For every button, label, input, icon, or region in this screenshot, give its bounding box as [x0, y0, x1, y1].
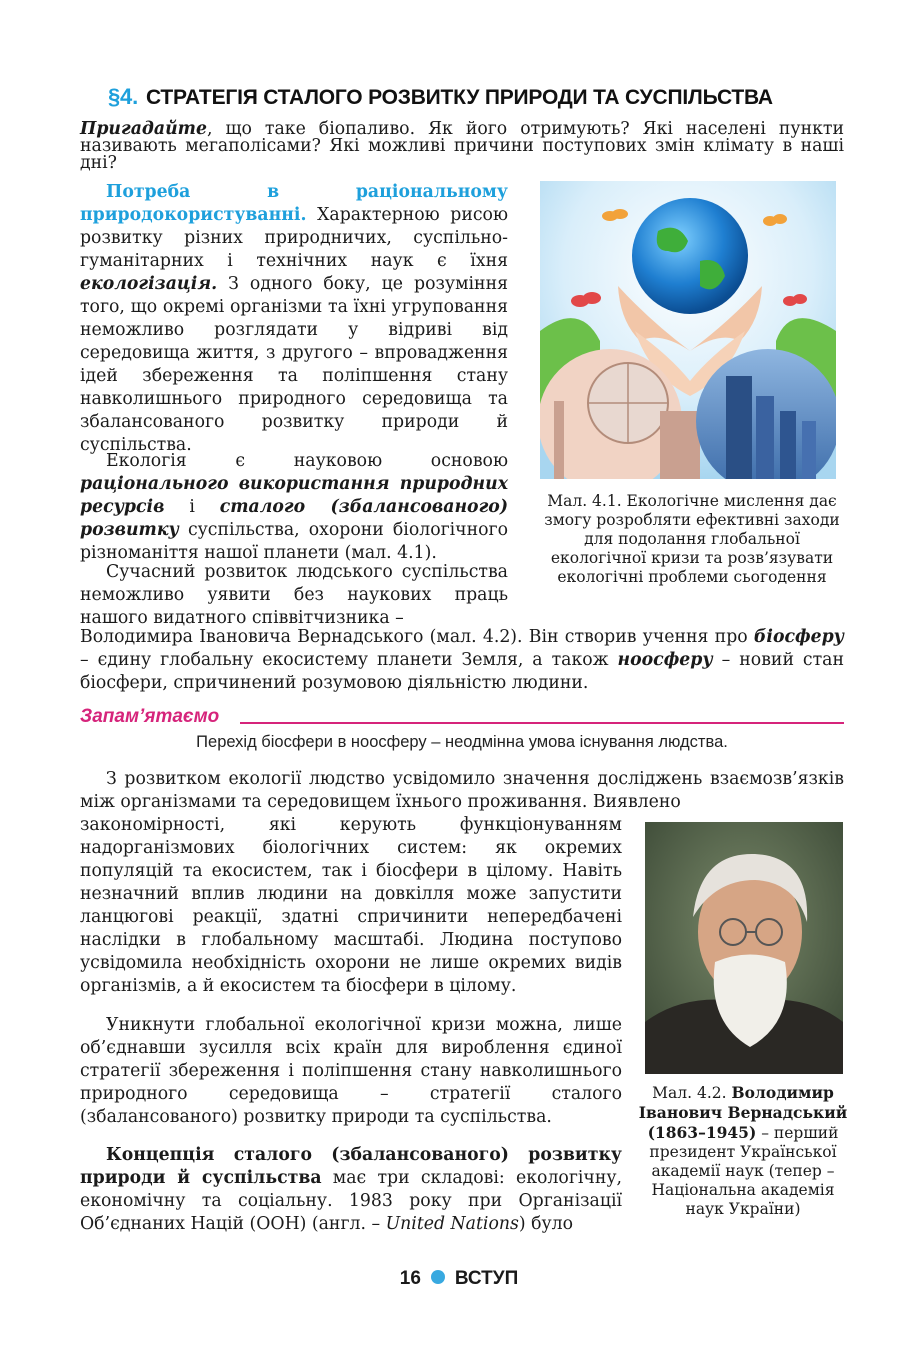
figure-2-caption [636, 1083, 850, 1219]
figure-1-caption: Мал. 4.1. Екологічне мислення дає змогу розробляти ефективні заходи для подолання глобальної екологічної кризи та розв’язувати екологічні проблеми сьогодення [544, 492, 840, 586]
page-footer [0, 1268, 918, 1290]
subheading: Потреба в раціональному природокористуванні. [80, 182, 508, 225]
paragraph-2 [80, 450, 508, 565]
p4-text-b: закономірності, які керують функціонуванням надорганізмових біологічних систем: як окремих популяцій та екосистем, так і біосфери в цілому. Навіть незначний вплив людини на довкілля може запустити ланцюгові реакції, здатні спричинити непередбачені наслідки в глобальному масштабі. Людина поступово усвідомила необхідність охорони не лише окремих видів організмів, а й екосистем та біосфери в цілому. [80, 815, 622, 996]
figure-2-label: Мал. 4.2. [652, 1084, 732, 1102]
p1-term: екологізація. [80, 274, 218, 294]
ecology-illustration-image [540, 181, 836, 479]
p3-text-b: Володимира Івановича Вернадського (мал. 4.2). Він створив учення про [80, 627, 754, 647]
paragraph-3-start [80, 561, 508, 630]
p3-term-2: ноосферу [617, 650, 713, 670]
p3-text-c: – єдину глобальну екосистему планети Земля, а також [80, 650, 618, 670]
p1-text-b: З одного боку, це розуміння того, що окремі організми та їхні угруповання неможливо розглядати у відриві від середовища життя, з другого – впровадження ідей збереження та поліпшення стану навколишнього природного середовища та збалансованого розвитку природи й суспільства. [80, 274, 508, 455]
paragraph-4-start [80, 768, 844, 814]
p6-english-term: United Nations [385, 1214, 519, 1234]
figure-vernadsky-portrait [645, 822, 843, 1074]
bullet-dot-icon [431, 1270, 445, 1284]
intro-lead: Пригадайте [80, 119, 207, 139]
p2-text-b: і [164, 497, 220, 517]
p3-text-a: Сучасний розвиток людського суспільства неможливо уявити без наукових праць нашого видатного співвітчизника – [80, 562, 508, 628]
portrait-image [645, 822, 843, 1074]
section-name: ВСТУП [454, 1268, 519, 1289]
page-title [108, 84, 773, 110]
paragraph-5 [80, 1014, 622, 1129]
remember-statement: Перехід біосфери в ноосферу – неодмінна умова існування людства. [196, 733, 728, 751]
p3-text-d: – новий стан біосфери, спричинений розумовою діяльністю людини. [80, 650, 844, 693]
section-number: §4. [108, 84, 138, 109]
p6-text-b: ) було [518, 1214, 574, 1234]
remember-label: Запам’ятаємо [80, 706, 220, 727]
concept-term: Концепція сталого (збалансованого) розвитку природи й суспільства [80, 1145, 622, 1188]
intro-text: , що таке біопаливо. Як його отримують? Які населені пункти називають мегаполісами? Які можливі причини поступових змін клімату в наші дні? [80, 119, 844, 173]
p3-term-1: біосферу [753, 627, 844, 647]
p2-term-2: сталого (збалансованого) розвитку [80, 497, 508, 540]
intro-questions [80, 121, 844, 172]
section-title: СТРАТЕГІЯ СТАЛОГО РОЗВИТКУ ПРИРОДИ ТА СУСПІЛЬСТВА [145, 86, 773, 109]
p6-text-a: має три складові: екологічну, економічну та соціальну. 1983 року при Організації Об’єднаних Націй (ООН) (англ. – [80, 1168, 623, 1234]
paragraph-6 [80, 1144, 622, 1236]
p2-text-c: суспільства, охорони біологічного різноманіття нашої планети (мал. 4.1). [80, 520, 508, 563]
paragraph-4-end [80, 814, 622, 998]
page-number: 16 [399, 1268, 421, 1289]
remember-divider [240, 722, 844, 724]
p2-term-1: раціонального використання природних ресурсів [80, 474, 508, 517]
p4-text-a: З розвитком екології людство усвідомило значення досліджень взаємозв’язків між організмами та середовищем їхнього проживання. Виявлено [80, 769, 844, 812]
p5-text: Уникнути глобальної екологічної кризи можна, лише об’єднавши зусилля всіх країн для вироблення єдиної стратегії збереження і поліпшення стану навколишнього природного середовища – стратегії сталого (збалансованого) розвитку природи та суспільства. [80, 1015, 622, 1127]
paragraph-3-end [80, 626, 844, 695]
figure-2-name: Володимир Іванович Вернадський [638, 1083, 848, 1122]
figure-2-description: – перший президент Української академії наук (тепер – Національна академія наук України) [649, 1124, 839, 1218]
p1-text-a: Характерною рисою розвитку різних природничих, суспільно-гуманітарних і технічних наук є їхня [80, 205, 508, 271]
paragraph-1 [80, 181, 508, 457]
p2-text-a: Екологія є науковою основою [106, 451, 508, 471]
figure-ecology-illustration [540, 181, 836, 479]
figure-2-years: (1863–1945) [647, 1123, 757, 1142]
